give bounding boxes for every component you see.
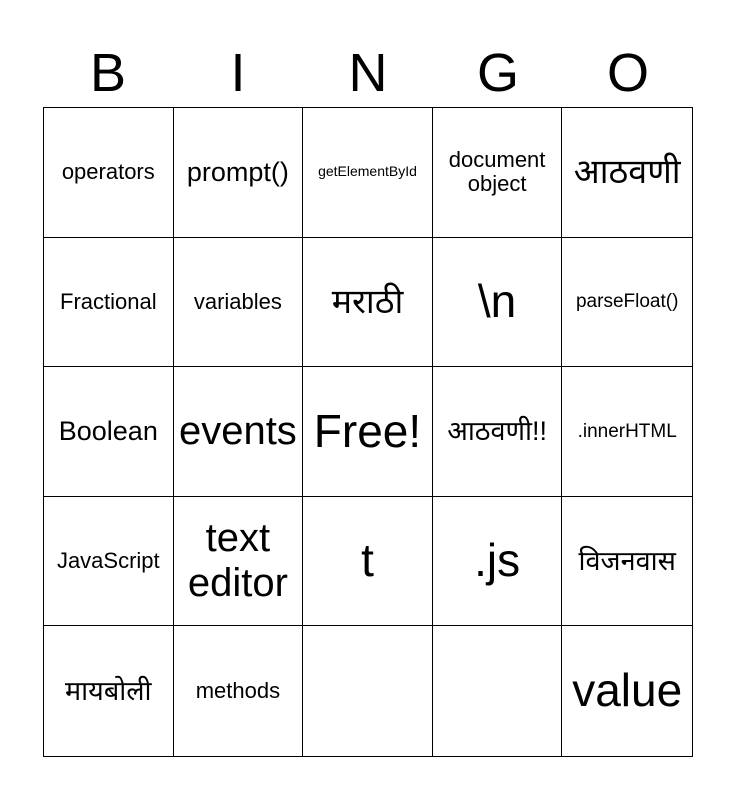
- bingo-cell[interactable]: events: [174, 367, 304, 497]
- bingo-cell[interactable]: text editor: [174, 497, 304, 627]
- bingo-cell[interactable]: operators: [44, 108, 174, 238]
- bingo-cell[interactable]: मायबोली: [44, 626, 174, 756]
- bingo-cell[interactable]: आठवणी: [562, 108, 692, 238]
- bingo-cell[interactable]: \n: [433, 238, 563, 368]
- bingo-header: [43, 38, 693, 108]
- empty-bingo-cell[interactable]: [303, 626, 433, 756]
- bingo-cell[interactable]: आठवणी!!: [433, 367, 563, 497]
- bingo-cell[interactable]: getElementById: [303, 108, 433, 238]
- bingo-cell[interactable]: prompt(): [174, 108, 304, 238]
- bingo-board: [43, 107, 693, 757]
- bingo-cell[interactable]: .innerHTML: [562, 367, 692, 497]
- bingo-cell[interactable]: parseFloat(): [562, 238, 692, 368]
- bingo-cell[interactable]: t: [303, 497, 433, 627]
- bingo-cell[interactable]: document object: [433, 108, 563, 238]
- bingo-cell[interactable]: methods: [174, 626, 304, 756]
- header-letter-g: G: [476, 43, 519, 103]
- bingo-cell[interactable]: variables: [174, 238, 304, 368]
- bingo-cell[interactable]: Boolean: [44, 367, 174, 497]
- header-letter-b: B: [89, 43, 127, 103]
- bingo-cell[interactable]: value: [572, 664, 683, 717]
- header-letter-i: I: [230, 43, 246, 103]
- bingo-cell[interactable]: मराठी: [303, 238, 433, 368]
- bingo-cell[interactable]: .js: [433, 497, 563, 627]
- bingo-cell[interactable]: विजनवास: [562, 497, 692, 627]
- header-letter-o: O: [606, 43, 649, 103]
- free-space-cell[interactable]: Free!: [303, 367, 433, 497]
- bingo-cell[interactable]: JavaScript: [44, 497, 174, 627]
- header-letter-n: N: [348, 43, 388, 103]
- empty-bingo-cell[interactable]: [433, 626, 563, 756]
- bingo-cell[interactable]: Fractional: [44, 238, 174, 368]
